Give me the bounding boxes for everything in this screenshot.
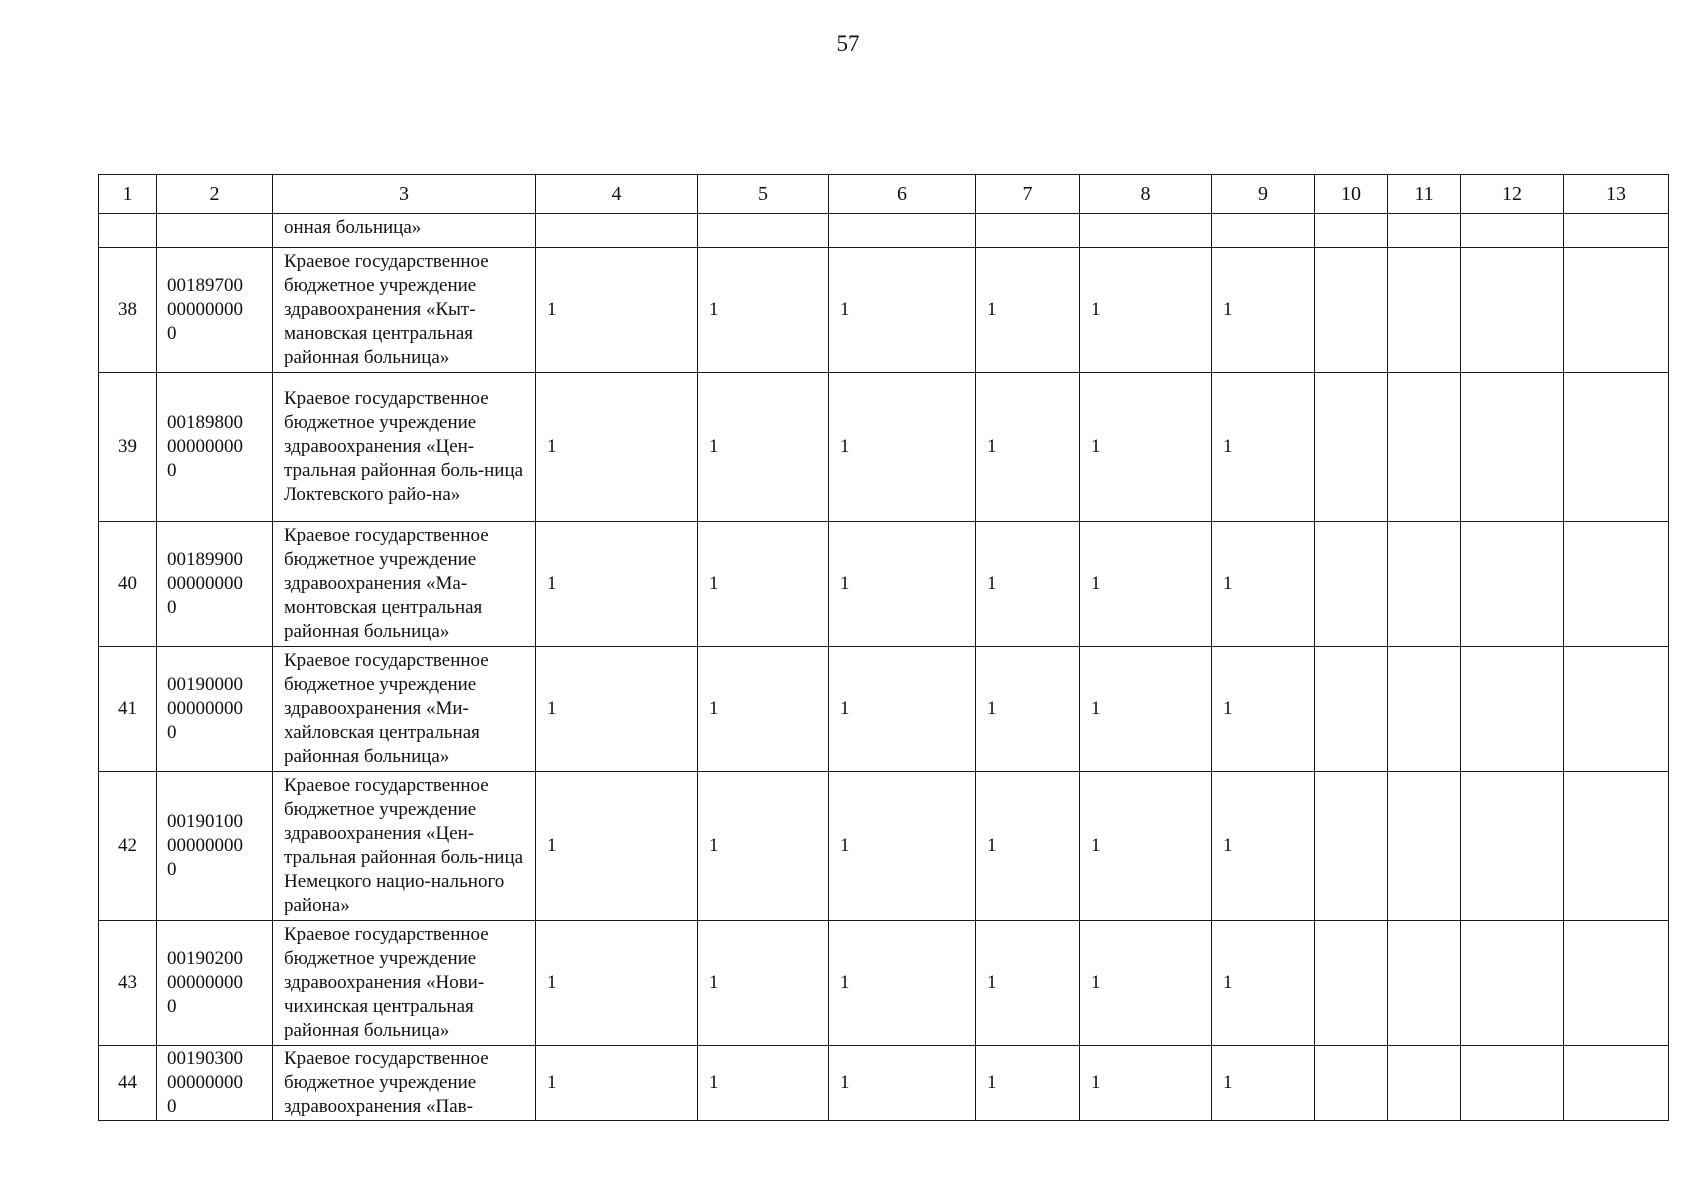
institution-code: 00190300 00000000 0: [157, 1046, 273, 1121]
column-header: 11: [1388, 175, 1461, 214]
value-cell: 1: [976, 522, 1080, 647]
value-cell: 1: [829, 647, 976, 772]
table-row: [99, 522, 1669, 647]
table-row: [99, 921, 1669, 1046]
value-cell: 1: [698, 772, 829, 921]
value-cell: [1388, 522, 1461, 647]
value-cell: 1: [829, 373, 976, 522]
row-number: 41: [99, 647, 157, 772]
row-number: 44: [99, 1046, 157, 1121]
data-table: [98, 174, 1669, 1121]
header-row: [99, 175, 1669, 214]
value-cell: [1564, 248, 1669, 373]
table-row: [99, 1046, 1669, 1121]
row-number: 42: [99, 772, 157, 921]
value-cell: 1: [536, 248, 698, 373]
institution-code: 00190000 00000000 0: [157, 647, 273, 772]
table-cell: [99, 214, 157, 248]
value-cell: 1: [536, 647, 698, 772]
value-cell: 1: [536, 1046, 698, 1121]
value-cell: 1: [1080, 248, 1212, 373]
value-cell: 1: [698, 248, 829, 373]
value-cell: 1: [698, 373, 829, 522]
table-row: [99, 373, 1669, 522]
value-cell: [1461, 647, 1564, 772]
value-cell: 1: [1212, 248, 1315, 373]
value-cell: 1: [698, 921, 829, 1046]
value-cell: [1388, 373, 1461, 522]
value-cell: 1: [698, 647, 829, 772]
institution-name: Краевое государственное бюджетное учреждение здравоохранения «Цен-тральная районная боль-ница Локтевского райо-на»: [273, 373, 536, 522]
value-cell: 1: [976, 248, 1080, 373]
value-cell: 1: [1080, 647, 1212, 772]
column-header: 6: [829, 175, 976, 214]
value-cell: [1461, 921, 1564, 1046]
value-cell: 1: [1212, 373, 1315, 522]
row-number: 40: [99, 522, 157, 647]
value-cell: 1: [536, 522, 698, 647]
institution-code: 00189900 00000000 0: [157, 522, 273, 647]
value-cell: 1: [1212, 772, 1315, 921]
value-cell: 1: [976, 772, 1080, 921]
value-cell: 1: [976, 373, 1080, 522]
value-cell: [1388, 248, 1461, 373]
value-cell: [1461, 373, 1564, 522]
value-cell: [1564, 522, 1669, 647]
value-cell: [1315, 921, 1388, 1046]
value-cell: 1: [1080, 522, 1212, 647]
value-cell: 1: [976, 647, 1080, 772]
value-cell: [1461, 772, 1564, 921]
institution-name: Краевое государственное бюджетное учреждение здравоохранения «Цен-тральная районная боль-ница Немецкого нацио-нального района»: [273, 772, 536, 921]
table-row: [99, 772, 1669, 921]
row-number: 39: [99, 373, 157, 522]
value-cell: 1: [1080, 1046, 1212, 1121]
table-cell: [1564, 214, 1669, 248]
value-cell: [1315, 248, 1388, 373]
value-cell: 1: [1080, 772, 1212, 921]
table-cell: [1461, 214, 1564, 248]
continuation-text: онная больница»: [273, 214, 536, 248]
value-cell: [1388, 921, 1461, 1046]
institution-code: 00190200 00000000 0: [157, 921, 273, 1046]
value-cell: [1564, 772, 1669, 921]
column-header: 5: [698, 175, 829, 214]
continuation-row: [99, 214, 1669, 248]
value-cell: [1315, 522, 1388, 647]
table-cell: [698, 214, 829, 248]
table-cell: [976, 214, 1080, 248]
table-cell: [536, 214, 698, 248]
value-cell: [1564, 373, 1669, 522]
page-number: 57: [836, 31, 860, 56]
value-cell: 1: [1080, 373, 1212, 522]
institution-name: Краевое государственное бюджетное учреждение здравоохранения «Нови-чихинская центральная районная больница»: [273, 921, 536, 1046]
value-cell: 1: [829, 248, 976, 373]
institution-code: 00190100 00000000 0: [157, 772, 273, 921]
value-cell: 1: [1212, 522, 1315, 647]
value-cell: 1: [1212, 647, 1315, 772]
column-header: 10: [1315, 175, 1388, 214]
row-number: 43: [99, 921, 157, 1046]
value-cell: 1: [829, 1046, 976, 1121]
value-cell: 1: [829, 522, 976, 647]
value-cell: 1: [1212, 921, 1315, 1046]
table-cell: [1080, 214, 1212, 248]
table-cell: [829, 214, 976, 248]
column-header: 13: [1564, 175, 1669, 214]
value-cell: [1315, 647, 1388, 772]
institution-name: Краевое государственное бюджетное учреждение здравоохранения «Кыт-мановская центральная районная больница»: [273, 248, 536, 373]
institution-code: 00189800 00000000 0: [157, 373, 273, 522]
value-cell: 1: [536, 373, 698, 522]
value-cell: 1: [976, 1046, 1080, 1121]
value-cell: 1: [536, 772, 698, 921]
table-cell: [1315, 214, 1388, 248]
institution-code: 00189700 00000000 0: [157, 248, 273, 373]
value-cell: [1388, 772, 1461, 921]
institution-name: Краевое государственное бюджетное учреждение здравоохранения «Ма-монтовская центральная районная больница»: [273, 522, 536, 647]
column-header: 3: [273, 175, 536, 214]
value-cell: [1564, 647, 1669, 772]
column-header: 2: [157, 175, 273, 214]
row-number: 38: [99, 248, 157, 373]
table-row: [99, 647, 1669, 772]
value-cell: [1388, 647, 1461, 772]
column-header: 1: [99, 175, 157, 214]
value-cell: 1: [829, 772, 976, 921]
value-cell: [1315, 373, 1388, 522]
table-cell: [157, 214, 273, 248]
column-header: 9: [1212, 175, 1315, 214]
value-cell: [1315, 1046, 1388, 1121]
value-cell: [1315, 772, 1388, 921]
column-header: 4: [536, 175, 698, 214]
value-cell: 1: [1212, 1046, 1315, 1121]
value-cell: [1461, 522, 1564, 647]
value-cell: [1461, 1046, 1564, 1121]
value-cell: 1: [976, 921, 1080, 1046]
value-cell: [1388, 1046, 1461, 1121]
value-cell: 1: [698, 1046, 829, 1121]
column-header: 12: [1461, 175, 1564, 214]
value-cell: 1: [1080, 921, 1212, 1046]
value-cell: 1: [698, 522, 829, 647]
table-cell: [1388, 214, 1461, 248]
value-cell: [1564, 1046, 1669, 1121]
table-row: [99, 248, 1669, 373]
table-cell: [1212, 214, 1315, 248]
value-cell: 1: [829, 921, 976, 1046]
value-cell: 1: [536, 921, 698, 1046]
institution-name: Краевое государственное бюджетное учреждение здравоохранения «Пав-: [273, 1046, 536, 1121]
column-header: 7: [976, 175, 1080, 214]
column-header: 8: [1080, 175, 1212, 214]
institution-name: Краевое государственное бюджетное учреждение здравоохранения «Ми-хайловская центральная районная больница»: [273, 647, 536, 772]
value-cell: [1564, 921, 1669, 1046]
value-cell: [1461, 248, 1564, 373]
